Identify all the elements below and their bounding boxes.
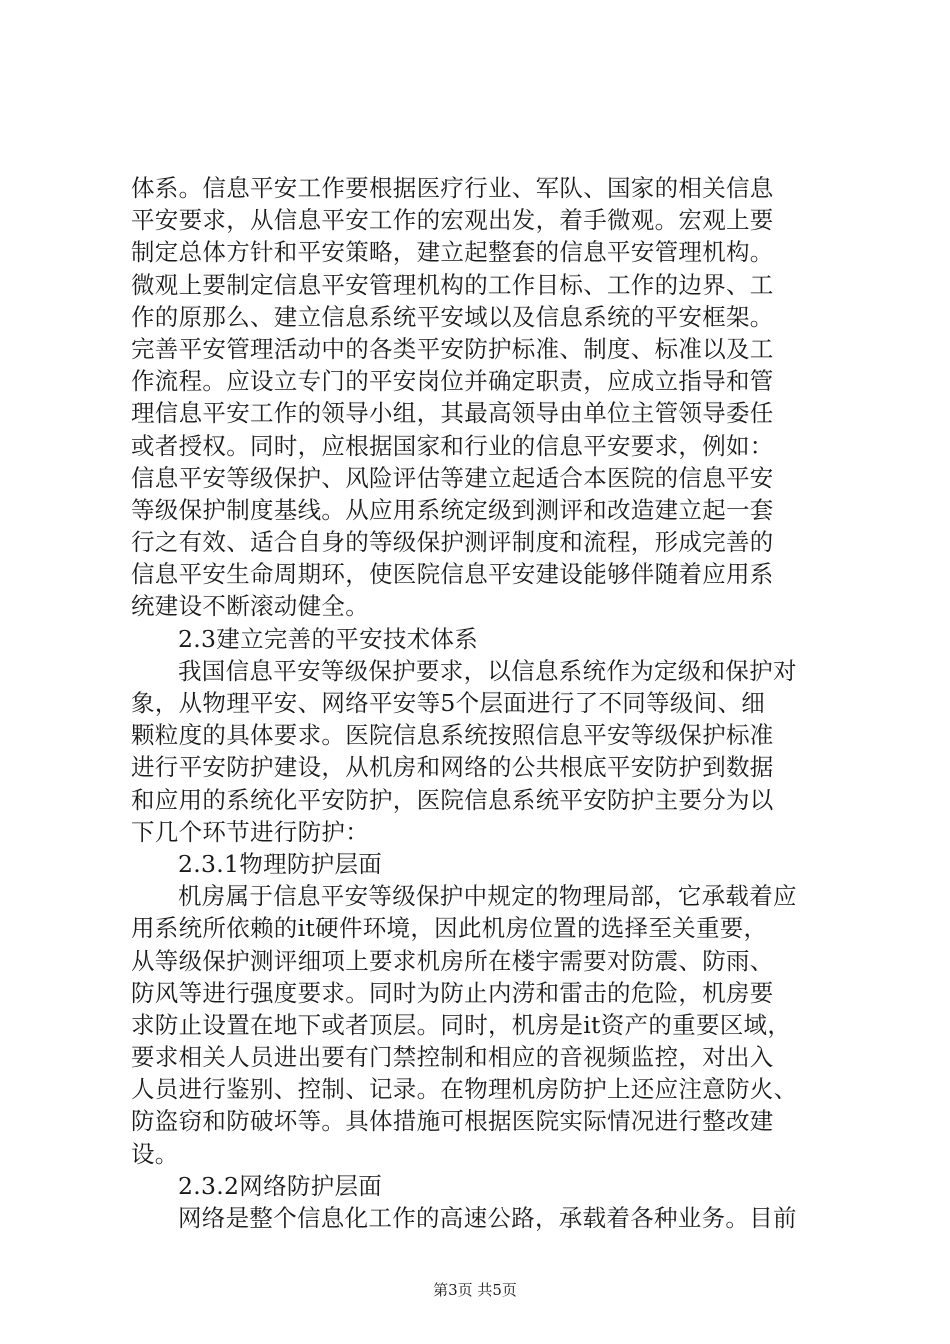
text-line: 2.3.1物理防护层面 [178, 849, 383, 878]
text-line: 下几个环节进行防护： [131, 817, 369, 846]
text-line: 网络是整个信息化工作的高速公路，承载着各种业务。目前 [178, 1204, 797, 1232]
text-line: 作的原那么、建立信息系统平安域以及信息系统的平安框架。 [131, 302, 774, 331]
text-line: 统建设不断滚动健全。 [131, 592, 369, 621]
text-line: 2.3.2网络防护层面 [178, 1171, 383, 1200]
text-line: 人员进行鉴别、控制、记录。在物理机房防护上还应注意防火、 [131, 1075, 798, 1104]
text-line: 理信息平安工作的领导小组，其最高领导由单位主管领导委任 [131, 399, 774, 428]
text-line: 象，从物理平安、网络平安等5个层面进行了不同等级间、细 [131, 689, 766, 717]
text-line: 机房属于信息平安等级保护中规定的物理局部，它承载着应 [178, 882, 797, 911]
text-line: 防风等进行强度要求。同时为防止内涝和雷击的危险，机房要 [131, 978, 774, 1007]
text-line: 完善平安管理活动中的各类平安防护标准、制度、标准以及工 [131, 334, 774, 363]
text-line: 用系统所依赖的it硬件环境，因此机房位置的选择至关重要， [131, 914, 768, 943]
text-line: 体系。信息平安工作要根据医疗行业、军队、国家的相关信息 [131, 174, 774, 202]
text-line: 要求相关人员进出要有门禁控制和相应的音视频监控，对出入 [131, 1043, 774, 1072]
text-line: 信息平安等级保护、风险评估等建立起适合本医院的信息平安 [131, 463, 774, 492]
document-body [131, 172, 831, 1234]
text-line: 或者授权。同时，应根据国家和行业的信息平安要求，例如： [131, 431, 774, 460]
text-line: 进行平安防护建设，从机房和网络的公共根底平安防护到数据 [131, 753, 774, 782]
text-line: 2.3建立完善的平安技术体系 [178, 624, 479, 653]
text-line: 设。 [131, 1139, 179, 1168]
text-line: 求防止设置在地下或者顶层。同时，机房是it资产的重要区域， [131, 1010, 792, 1039]
text-line: 等级保护制度基线。从应用系统定级到测评和改造建立起一套 [131, 495, 774, 524]
text-line: 颗粒度的具体要求。医院信息系统按照信息平安等级保护标准 [131, 721, 774, 750]
text-line: 防盗窃和防破坏等。具体措施可根据医院实际情况进行整改建 [131, 1107, 774, 1136]
text-line: 作流程。应设立专门的平安岗位并确定职责，应成立指导和管 [131, 367, 774, 396]
text-line: 和应用的系统化平安防护，医院信息系统平安防护主要分为以 [131, 785, 774, 814]
text-line: 从等级保护测评细项上要求机房所在楼宇需要对防震、防雨、 [131, 946, 774, 975]
text-line: 我国信息平安等级保护要求，以信息系统作为定级和保护对 [178, 656, 797, 685]
page-footer: 第3页 共5页 [433, 1281, 517, 1299]
text-line: 行之有效、适合自身的等级保护测评制度和流程，形成完善的 [131, 528, 774, 557]
text-line: 制定总体方针和平安策略，建立起整套的信息平安管理机构。 [131, 238, 774, 267]
text-line: 平安要求，从信息平安工作的宏观出发，着手微观。宏观上要 [131, 206, 774, 235]
text-line: 微观上要制定信息平安管理机构的工作目标、工作的边界、工 [131, 270, 774, 299]
text-line: 信息平安生命周期环，使医院信息平安建设能够伴随着应用系 [131, 560, 774, 589]
